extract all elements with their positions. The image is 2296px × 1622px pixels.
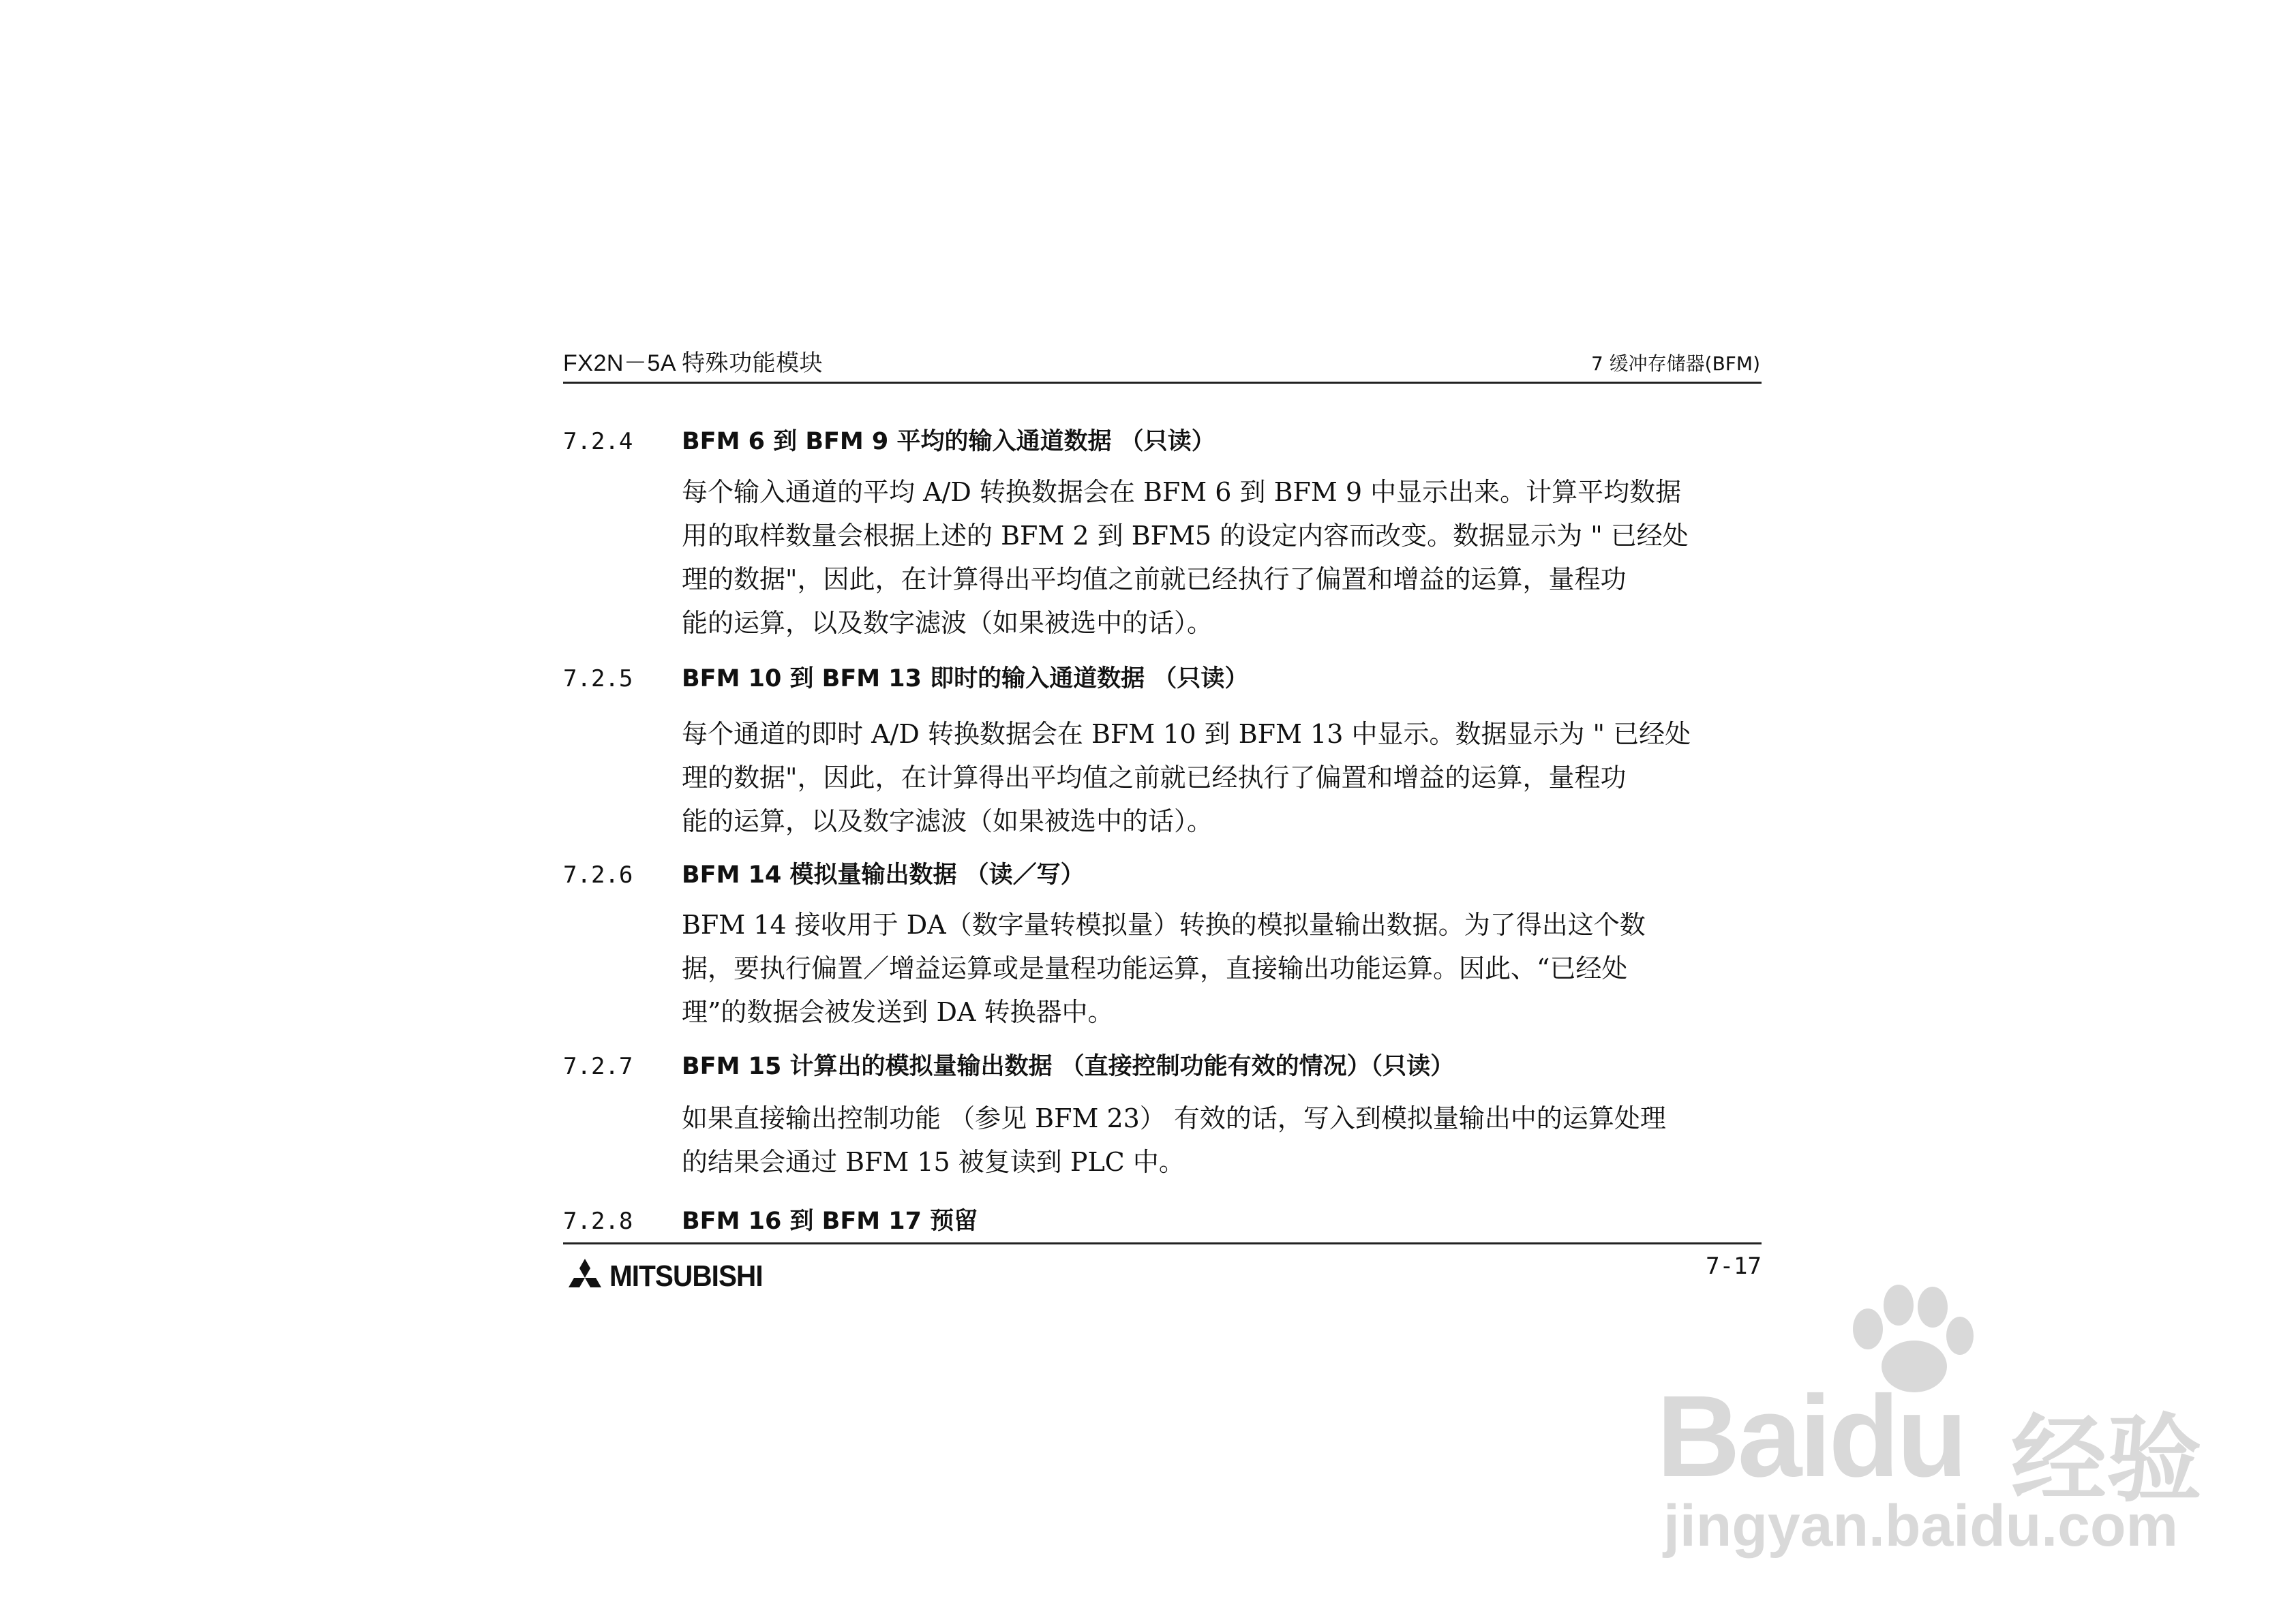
document-title: FX2N－5A 特殊功能模块 [563, 350, 824, 376]
body-line: 的结果会通过 BFM 15 被复读到 PLC 中。 [682, 1147, 1185, 1177]
body-line: 据，要执行偏置／增益运算或是量程功能运算，直接输出功能运算。因此、“已经处 [682, 953, 1628, 983]
chapter-title: 7 缓冲存储器(BFM) [1590, 352, 1760, 375]
section-number: 7.2.7 [563, 1053, 633, 1080]
watermark-brand-cn: 经验 [2011, 1405, 2203, 1516]
section-title: BFM 16 到 BFM 17 预留 [682, 1208, 978, 1235]
section-number: 7.2.4 [563, 428, 633, 455]
section-heading [563, 660, 1248, 694]
section-heading [563, 1047, 1454, 1082]
body-line: 每个通道的即时 A/D 转换数据会在 BFM 10 到 BFM 13 中显示。数据显示为 " 已经处 [682, 719, 1691, 749]
body-line: 如果直接输出控制功能 （参见 BFM 23） 有效的话，写入到模拟量输出中的运算处理 [682, 1103, 1666, 1133]
body-line: 用的取样数量会根据上述的 BFM 2 到 BFM5 的设定内容而改变。数据显示为 " 已经处 [682, 521, 1689, 551]
watermark-url: jingyan.baidu.com [1663, 1493, 2178, 1559]
brand-mark [563, 1256, 776, 1297]
section-heading [563, 1202, 978, 1236]
body-line: 理的数据"，因此，在计算得出平均值之前就已经执行了偏置和增益的运算，量程功 [682, 564, 1627, 594]
section-heading [563, 423, 1215, 457]
footer-rule [563, 1242, 1762, 1244]
section-number: 7.2.5 [563, 665, 633, 692]
body-line: 理的数据"，因此，在计算得出平均值之前就已经执行了偏置和增益的运算，量程功 [682, 763, 1627, 793]
brand-name: MITSUBISHI [609, 1259, 763, 1293]
section-title: BFM 15 计算出的模拟量输出数据 （直接控制功能有效的情况）（只读） [682, 1053, 1455, 1080]
body-line: 每个输入通道的平均 A/D 转换数据会在 BFM 6 到 BFM 9 中显示出来。计算平均数据 [682, 477, 1682, 507]
watermark-brand: Baidu [1657, 1372, 1965, 1501]
section-body [682, 470, 1766, 645]
page-header [563, 346, 1762, 384]
section-body [682, 712, 1766, 843]
section-title: BFM 10 到 BFM 13 即时的输入通道数据 （只读） [682, 665, 1249, 692]
section-number: 7.2.6 [563, 861, 633, 889]
body-line: 理”的数据会被发送到 DA 转换器中。 [682, 997, 1114, 1027]
page-number: 7-17 [1706, 1253, 1762, 1280]
section-number: 7.2.8 [563, 1208, 633, 1235]
section-title: BFM 6 到 BFM 9 平均的输入通道数据 （只读） [682, 428, 1215, 455]
watermark [1629, 1281, 2203, 1559]
body-line: 能的运算，以及数字滤波（如果被选中的话）。 [682, 806, 1213, 836]
mitsubishi-logo-icon [563, 1257, 607, 1296]
section-heading [563, 856, 1085, 890]
section-body [682, 1097, 1766, 1184]
section-title: BFM 14 模拟量输出数据 （读／写） [682, 861, 1085, 889]
body-line: BFM 14 接收用于 DA（数字量转模拟量）转换的模拟量输出数据。为了得出这个数 [682, 910, 1646, 940]
section-body [682, 903, 1766, 1034]
body-line: 能的运算，以及数字滤波（如果被选中的话）。 [682, 608, 1213, 638]
